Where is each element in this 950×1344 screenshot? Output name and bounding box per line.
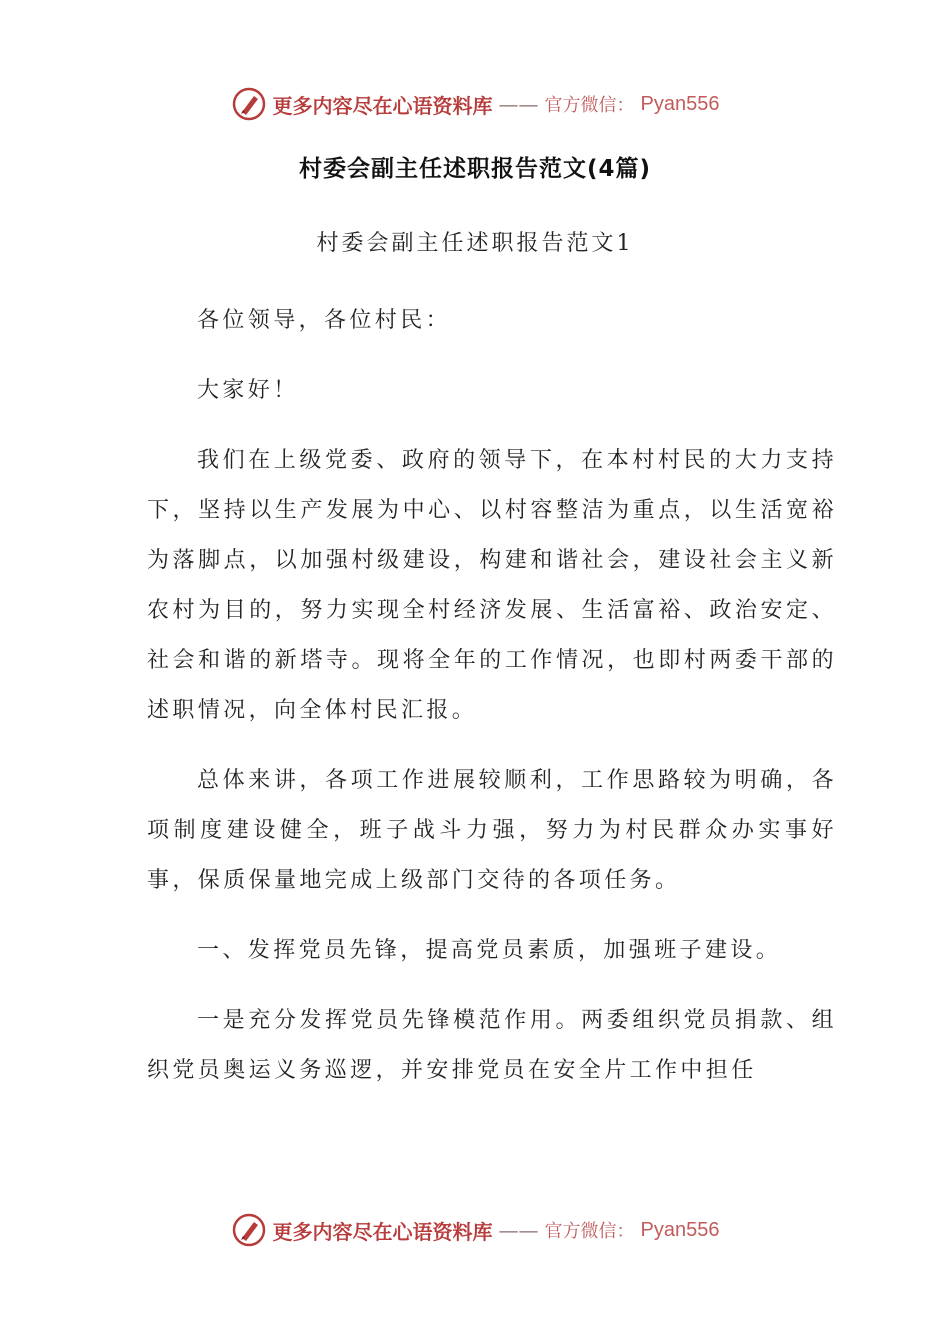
banner-wechat-label: 官方微信：: [544, 95, 635, 116]
banner-main-text: 更多内容尽在心语资料库: [272, 93, 493, 118]
banner-wechat-label: 官方微信：: [544, 1221, 635, 1242]
pen-nib-logo-icon: [231, 86, 267, 122]
pen-nib-logo-icon: [231, 1212, 267, 1248]
paragraph-section-heading: 一、发挥党员先锋，提高党员素质，加强班子建设。: [197, 938, 782, 963]
document-subtitle: 村委会副主任述职报告范文1: [316, 231, 634, 256]
paragraph-greeting: 大家好！: [197, 378, 299, 403]
document-body: [147, 296, 837, 1116]
banner-main-text: 更多内容尽在心语资料库: [272, 1219, 493, 1244]
document-title: 村委会副主任述职报告范文(4篇): [298, 156, 652, 182]
paragraph-overview: 总体来讲，各项工作进展较顺利，工作思路较为明确，各项制度建设健全，班子战斗力强，努力为村民群众办实事好事，保质保量地完成上级部门交待的各项任务。: [147, 768, 837, 893]
banner-separator: ——: [498, 1218, 539, 1242]
footer-banner: [0, 1210, 950, 1250]
banner-wechat-id: Pyan556: [640, 1218, 720, 1241]
banner-separator: ——: [498, 92, 539, 116]
header-banner: [0, 84, 950, 124]
paragraph-section-body: 一是充分发挥党员先锋模范作用。两委组织党员捐款、组织党员奥运义务巡逻，并安排党员在安全片工作中担任: [147, 1008, 837, 1083]
paragraph-salutation: 各位领导，各位村民：: [197, 308, 452, 333]
paragraph-intro: 我们在上级党委、政府的领导下，在本村村民的大力支持下，坚持以生产发展为中心、以村容整洁为重点，以生活宽裕为落脚点，以加强村级建设，构建和谐社会，建设社会主义新农村为目的，努力实现全村经济发展、生活富裕、政治安定、社会和谐的新塔寺。现将全年的工作情况，也即村两委干部的述职情况，向全体村民汇报。: [147, 448, 837, 723]
banner-wechat-id: Pyan556: [640, 92, 720, 115]
